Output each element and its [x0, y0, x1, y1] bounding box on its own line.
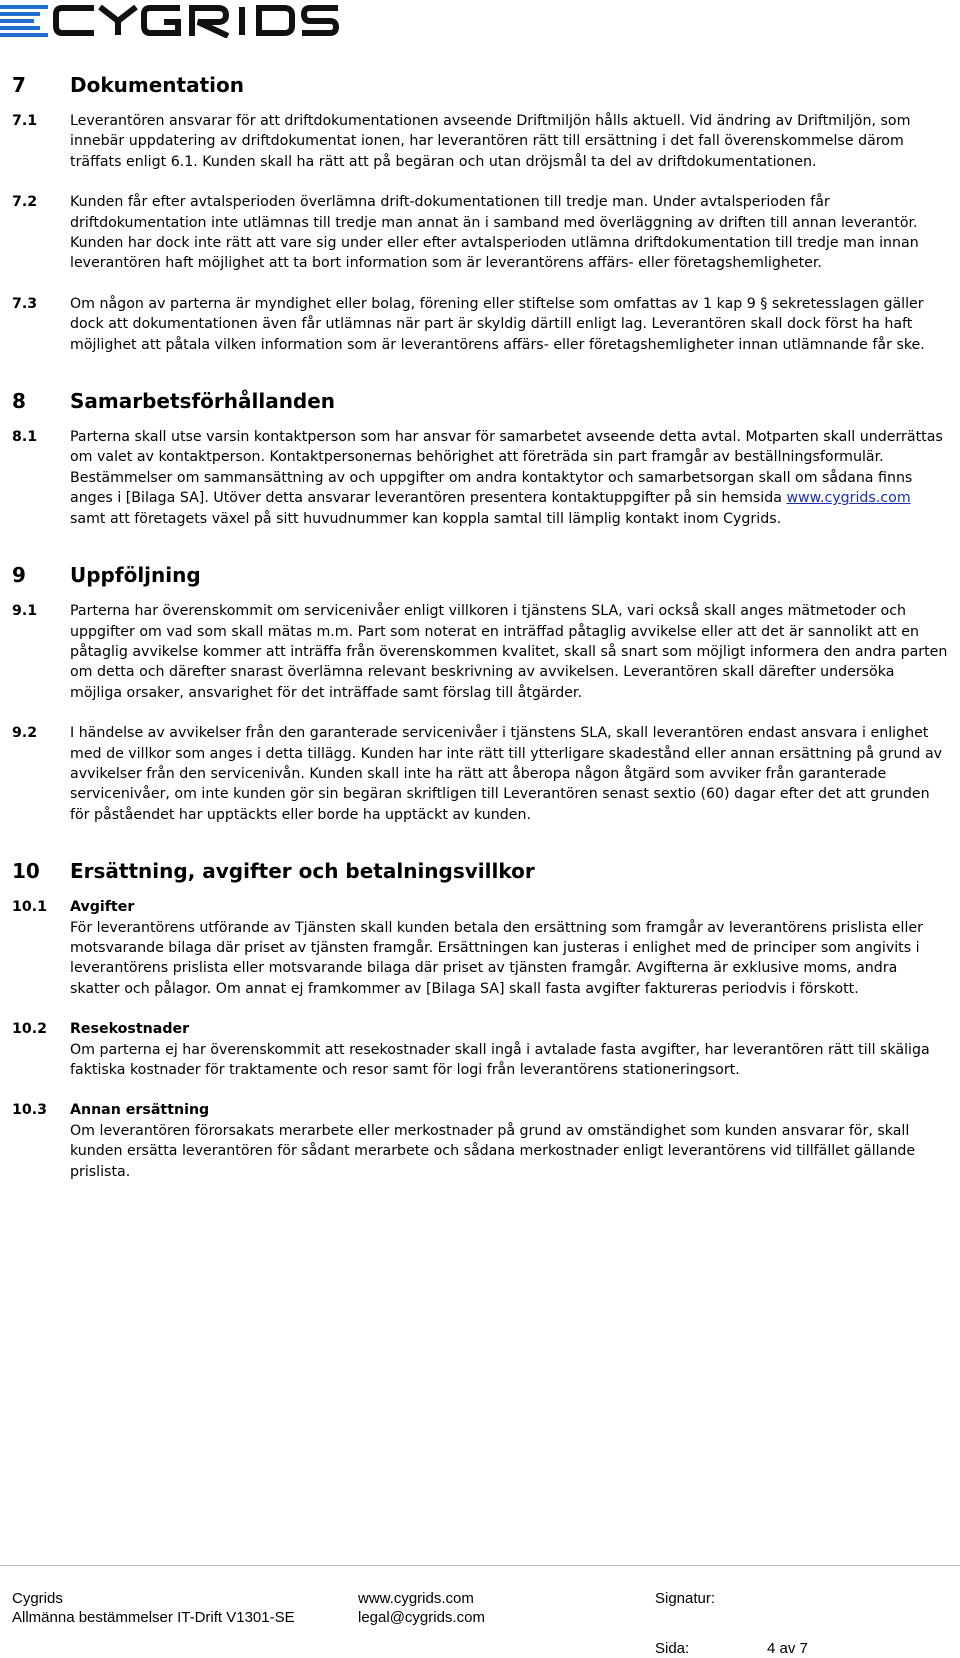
- cygrids-logo-graphic: [0, 2, 356, 38]
- clause-10-3: [12, 1100, 948, 1182]
- footer-doc-title: Allmänna bestämmelser IT-Drift V1301-SE: [12, 1609, 295, 1626]
- clause-9-2: [12, 723, 948, 825]
- clause-7-2: [12, 192, 948, 274]
- clause-text: Parterna skall utse varsin kontaktperson som har ansvar för samarbetet avseende detta avtal. Motparten skall underrättas om valet av kontaktperson. Kontaktpersonernas behörighet att företräda sin part framgår av beställningsformulär. Bestämmelser om sammansättning av och uppgifter om andra kontaktytor och samarbetsorgan skall om sådana finns anges i [Bilaga SA]. Utöver detta ansvarar leverantören presentera kontaktuppgifter på sin hemsida: [70, 429, 943, 507]
- website-link[interactable]: www.cygrids.com: [786, 490, 911, 507]
- footer-company-block: [12, 1589, 295, 1627]
- footer-signature-label: Signatur:: [655, 1590, 716, 1607]
- section-title: Uppföljning: [70, 563, 201, 588]
- footer-contact-block: [358, 1589, 485, 1627]
- section-title: Samarbetsförhållanden: [70, 389, 336, 414]
- clause-number: 10.3: [12, 1102, 48, 1119]
- clause-number: 8.1: [12, 429, 38, 446]
- clause-number: 7.1: [12, 113, 38, 129]
- clause-text: Leverantören ansvarar för att driftdokumentationen avseende Driftmiljön hålls aktuell. Vid ändring av Driftmiljön, som innebär uppdatering av driftdokumentat ionen, har leverantören rätt till ersättning i det fall överenskommelse därom träffats enligt 6.1. Kunden skall ha rätt att på begäran och utan dröjsmål ta del av driftdokumentationen.: [70, 113, 911, 170]
- clause-text: Parterna har överenskommit om servicenivåer enligt villkoren i tjänstens SLA, vari också skall anges mätmetoder och uppgifter om vad som skall mätas m.m. Part som noterat en inträffad påtaglig avvikelse eller att det är sannolikt att en påtaglig avvikelse kommer att inträffa från överenskommen kvalitet, skall så snart som möjligt informera den andra parten om detta och därefter snarast överlämna relevant beskrivning av avvikelsen. Leverantören skall därefter undersöka möjliga orsaker, ansvarighet för det inträffade samt förslag till åtgärder.: [70, 603, 948, 701]
- clause-text: Om någon av parterna är myndighet eller bolag, förening eller stiftelse som omfattas av 1 kap 9 § sekretesslagen gäller dock att dokumentationen även får utlämnas när part är skyldig därtill enligt lag. Leverantören skall dock först ha haft möjlighet att påtala vilken information som är leverantörens affärs- eller företagshemligheter innan utlämnande får ske.: [70, 295, 925, 353]
- clause-number: 10.1: [12, 899, 48, 916]
- logo-stripes: [0, 5, 48, 37]
- clause-text: Om parterna ej har överenskommit att resekostnader skall ingå i avtalade fasta avgifter, har leverantören rätt till skäliga faktiska kostnader för traktamente och resor samt för logi från leverantörens stationeringsort.: [70, 1041, 930, 1078]
- section-number: 8: [12, 389, 26, 414]
- footer-website[interactable]: www.cygrids.com: [358, 1590, 474, 1607]
- clause-body: [70, 111, 948, 172]
- clause-number: 9.2: [12, 725, 38, 742]
- cygrids-logo: [0, 2, 356, 38]
- clause-text: samt att företagets växel på sitt huvudnummer kan koppla samtal till lämplig kontakt inom Cygrids.: [70, 510, 782, 527]
- footer-company: Cygrids: [12, 1590, 63, 1607]
- clause-text: I händelse av avvikelser från den garanterade servicenivåer i tjänstens SLA, skall leverantören endast ansvara i enlighet med de villkor som anges i detta tillägg. Kunden har inte rätt till ytterligare skadestånd eller annan ersättning på grund av avvikelser från den servicenivån. Kunden skall inte ha rätt att åberopa någon åtgärd som avviker från garanterade servicenivåer, om inte kunden gör sin begäran skriftligen till Leverantören senast sextio (60) dagar efter det att grunden för påståendet har upptäckts eller borde ha upptäckt av kunden.: [70, 725, 943, 823]
- clause-body: [70, 192, 948, 274]
- section-number: 10: [12, 859, 40, 884]
- footer-page-number: 4 av 7: [767, 1640, 808, 1657]
- clause-body: [70, 427, 948, 529]
- section-9: [12, 563, 948, 825]
- section-title: Dokumentation: [70, 73, 244, 97]
- footer-page-label: Sida:: [655, 1640, 690, 1657]
- clause-10-2: [12, 1019, 948, 1080]
- clause-title: Avgifter: [70, 899, 135, 916]
- section-heading: [12, 73, 948, 97]
- clause-body: [70, 723, 948, 825]
- clause-title: Annan ersättning: [70, 1102, 210, 1119]
- document-content: [12, 73, 948, 1216]
- clause-body: [70, 1100, 948, 1182]
- clause-body: [70, 601, 948, 703]
- section-10: [12, 859, 948, 1182]
- section-7: [12, 73, 948, 355]
- clause-text: Om leverantören förorsakats merarbete eller merkostnader på grund av omständighet som kunden ansvarar för, skall kunden ersätta leverantören för sådant merarbete och sådana merkostnader enligt leverantörens vid tillfället gällande prislista.: [70, 1122, 916, 1180]
- section-8: [12, 389, 948, 529]
- clause-text: Kunden får efter avtalsperioden överlämna drift-dokumentationen till tredje man. Under avtalsperioden får driftdokumentation inte utlämnas till tredje man annat än i samband med överläggning av driften till annan leverantör. Kunden har dock inte rätt att vare sig under eller efter avtalsperioden utlämna driftdokumentation till tredje man innan leverantören haft möjlighet att ta bort information som är leverantörens affärs- eller företagshemligheter.: [70, 194, 919, 272]
- clause-title: Resekostnader: [70, 1021, 190, 1038]
- clause-body: [70, 1019, 948, 1080]
- clause-body: [70, 294, 948, 355]
- page-footer: [0, 1565, 960, 1657]
- clause-7-3: [12, 294, 948, 355]
- clause-9-1: [12, 601, 948, 703]
- section-heading: [12, 563, 948, 587]
- section-number: 7: [12, 73, 26, 97]
- clause-number: 7.2: [12, 194, 38, 211]
- clause-number: 7.3: [12, 295, 38, 312]
- logo-letters: [56, 7, 338, 36]
- clause-7-1: [12, 111, 948, 172]
- clause-number: 10.2: [12, 1021, 48, 1038]
- section-title: Ersättning, avgifter och betalningsvillkor: [70, 859, 535, 884]
- section-number: 9: [12, 563, 26, 588]
- clause-text: För leverantörens utförande av Tjänsten skall kunden betala den ersättning som framgår av leverantörens prislista eller motsvarande bilaga där priset av tjänsten framgår. Ersättningen kan justeras i enlighet med de principer som angivits i leverantörens prislista eller motsvarande bilaga där priset av tjänsten framgår. Avgifterna är exklusive moms, andra skatter och pålagor. Om annat ej framkommer av [Bilaga SA] skall fasta avgifter faktureras periodvis i förskott.: [70, 919, 923, 997]
- clause-body: [70, 897, 948, 999]
- clause-number: 9.1: [12, 603, 38, 620]
- clause-8-1: [12, 427, 948, 529]
- section-heading: [12, 389, 948, 413]
- clause-10-1: [12, 897, 948, 999]
- footer-email[interactable]: legal@cygrids.com: [358, 1609, 485, 1626]
- section-heading: [12, 859, 948, 883]
